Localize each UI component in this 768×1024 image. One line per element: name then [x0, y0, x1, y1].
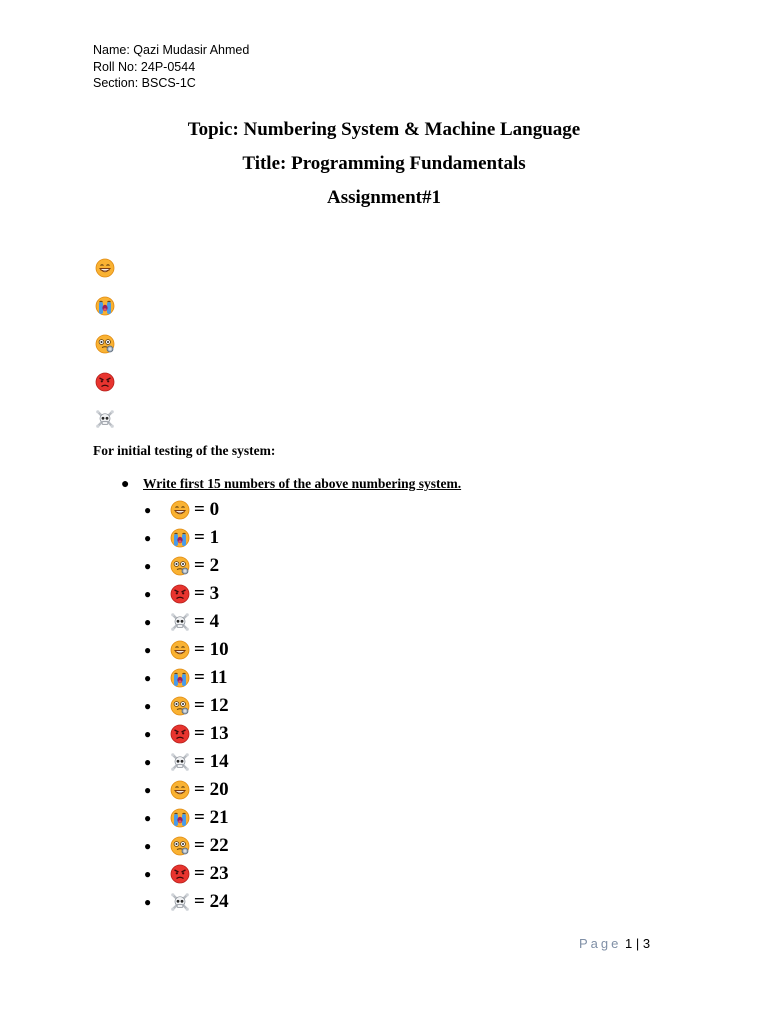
- grinning-face-icon: [95, 258, 115, 278]
- bullet: ●: [144, 671, 152, 685]
- bullet: ●: [144, 587, 152, 601]
- value-text: = 12: [194, 695, 229, 716]
- title-heading: Title: Programming Fundamentals: [242, 153, 526, 174]
- bullet: ●: [144, 811, 152, 825]
- list-item: [144, 804, 229, 832]
- value-text: = 10: [194, 639, 229, 660]
- bullet: ●: [144, 867, 152, 881]
- bullet: ●: [144, 755, 152, 769]
- student-info: [93, 42, 249, 92]
- crying-face-icon: [170, 808, 190, 828]
- value-text: = 14: [194, 751, 229, 772]
- face-with-monocle-icon: [170, 696, 190, 716]
- value-text: = 20: [194, 779, 229, 800]
- value-text: = 4: [194, 611, 220, 632]
- value-text: = 21: [194, 807, 229, 828]
- grinning-face-icon: [170, 500, 190, 520]
- bullet: ●: [144, 839, 152, 853]
- bullet: ●: [121, 477, 130, 492]
- list-item: [144, 524, 229, 552]
- bullet: ●: [144, 643, 152, 657]
- topic-heading: Topic: Numbering System & Machine Language: [187, 119, 581, 140]
- value-text: = 1: [194, 527, 220, 548]
- face-with-monocle-icon: [95, 334, 115, 354]
- bullet: ●: [144, 783, 152, 797]
- value-text: = 3: [194, 583, 220, 604]
- number-list: [144, 496, 229, 916]
- value-text: = 0: [194, 499, 220, 520]
- angry-face-icon: [95, 372, 115, 392]
- bullet: ●: [144, 615, 152, 629]
- page-separator: |: [635, 936, 640, 951]
- value-text: = 13: [194, 723, 229, 744]
- bullet: ●: [144, 503, 152, 517]
- list-item: [144, 580, 229, 608]
- angry-face-icon: [170, 584, 190, 604]
- list-item: [144, 552, 229, 580]
- bullet: ●: [144, 895, 152, 909]
- value-text: = 11: [194, 667, 228, 688]
- list-item: [144, 888, 229, 916]
- page-total: 3: [642, 936, 651, 951]
- angry-face-icon: [170, 864, 190, 884]
- intro-text: For initial testing of the system:: [93, 443, 276, 458]
- task-text: Write first 15 numbers of the above numbering system.: [143, 476, 462, 491]
- face-with-monocle-icon: [170, 836, 190, 856]
- list-item: [144, 720, 229, 748]
- list-item: [144, 496, 229, 524]
- skull-crossbones-icon: [170, 892, 190, 912]
- face-with-monocle-icon: [170, 556, 190, 576]
- page-footer: [579, 936, 650, 951]
- page-number: 1: [625, 936, 633, 951]
- list-item: [144, 636, 229, 664]
- list-item: [144, 748, 229, 776]
- bullet: ●: [144, 531, 152, 545]
- list-item: [144, 832, 229, 860]
- bullet: ●: [144, 727, 152, 741]
- list-item: [144, 776, 229, 804]
- bullet: ●: [144, 559, 152, 573]
- value-text: = 24: [194, 891, 229, 912]
- skull-crossbones-icon: [170, 752, 190, 772]
- task-item: [121, 476, 461, 493]
- crying-face-icon: [170, 528, 190, 548]
- section: Section: BSCS-1C: [93, 76, 196, 90]
- value-text: = 2: [194, 555, 220, 576]
- list-item: [144, 608, 229, 636]
- student-name: Name: Qazi Mudasir Ahmed: [93, 43, 250, 57]
- list-item: [144, 692, 229, 720]
- crying-face-icon: [95, 296, 115, 316]
- bullet: ●: [144, 699, 152, 713]
- grinning-face-icon: [170, 780, 190, 800]
- page-label: Page: [579, 936, 622, 951]
- list-item: [144, 860, 229, 888]
- crying-face-icon: [170, 668, 190, 688]
- skull-crossbones-icon: [95, 409, 115, 429]
- skull-crossbones-icon: [170, 612, 190, 632]
- grinning-face-icon: [170, 640, 190, 660]
- angry-face-icon: [170, 724, 190, 744]
- value-text: = 22: [194, 835, 229, 856]
- value-text: = 23: [194, 863, 229, 884]
- list-item: [144, 664, 229, 692]
- assignment-heading: Assignment#1: [326, 187, 441, 208]
- roll-number: Roll No: 24P-0544: [93, 59, 196, 74]
